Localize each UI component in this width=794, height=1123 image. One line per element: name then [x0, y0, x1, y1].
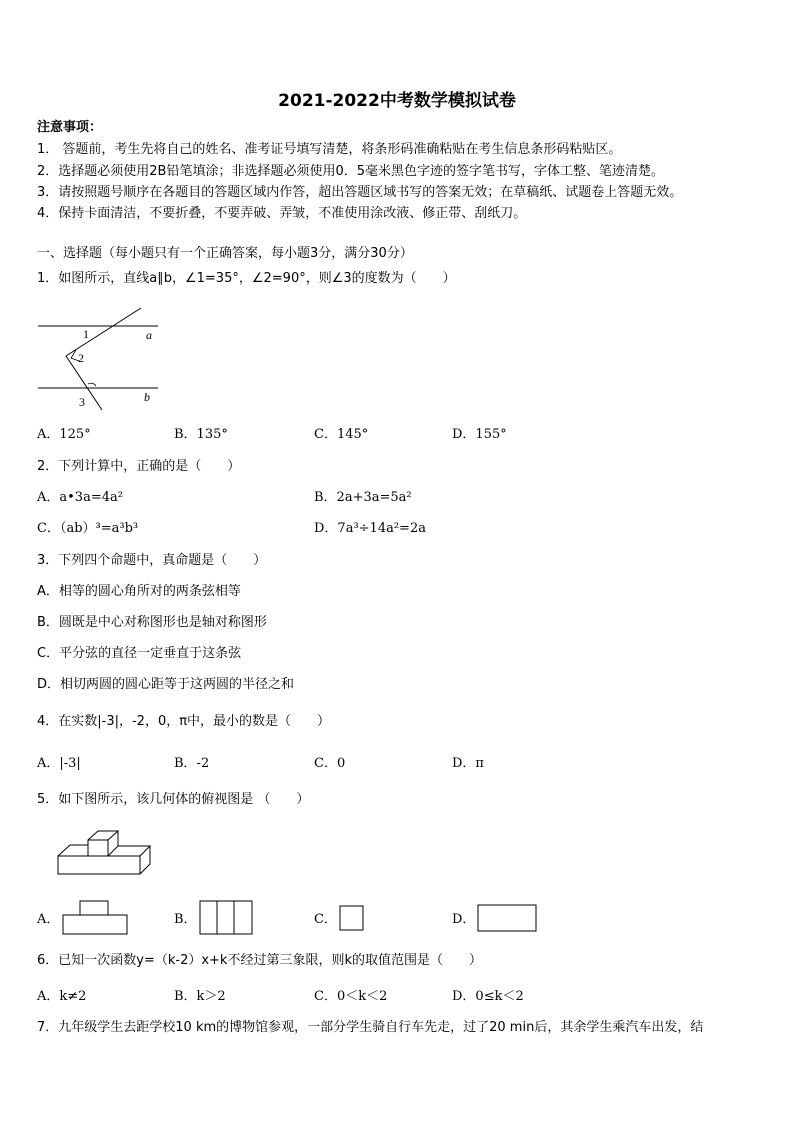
- page-title: 2021-2022中考数学模拟试卷: [278, 91, 516, 111]
- q4-option-d: D．π: [452, 756, 484, 771]
- q2-option-a: A．a•3a=4a²: [37, 490, 123, 505]
- q6-option-a: A．k≠2: [37, 989, 87, 1004]
- q1-option-c: C．145°: [314, 427, 369, 442]
- q5-option-a: A．: [37, 912, 60, 927]
- q5-option-c: C．: [314, 912, 337, 927]
- notice-item: 1． 答题前，考生先将自己的姓名、准考证号填写清楚，将条形码准确粘贴在考生信息条形码粘贴区。: [37, 142, 622, 157]
- q3-option-b: B．圆既是中心对称图形也是轴对称图形: [37, 615, 267, 630]
- q1-option-d: D．155°: [452, 427, 507, 442]
- label-1: 1: [83, 327, 89, 341]
- angle-3-arc: [88, 383, 96, 386]
- q5-option-d: D．: [452, 912, 476, 927]
- q5-option-c-figure: [339, 905, 364, 931]
- question-6-stem: 6．已知一次函数y=（k-2）x+k不经过第三象限，则k的取值范围是（ ）: [37, 953, 482, 968]
- label-a: a: [146, 328, 152, 342]
- q2-option-d: D．7a³÷14a²=2a: [314, 521, 426, 536]
- transversal-upper: [66, 308, 141, 356]
- q5-option-b-figure: [199, 900, 253, 935]
- notice-item: 4．保持卡面清洁，不要折叠，不要弄破、弄皱，不准使用涂改液、修正带、刮纸刀。: [37, 206, 527, 221]
- q4-option-b: B．-2: [174, 756, 210, 771]
- notice-heading: 注意事项：: [37, 120, 103, 135]
- q5-option-b: B．: [174, 912, 197, 927]
- label-3: 3: [79, 395, 85, 409]
- parallel-lines-figure: [36, 318, 161, 413]
- q3-option-d: D．相切两圆的圆心距等于这两圆的半径之和: [37, 677, 295, 692]
- question-3-stem: 3．下列四个命题中，真命题是（ ）: [37, 553, 267, 568]
- label-2: 2: [78, 351, 84, 365]
- q6-option-b: B．k＞2: [174, 989, 226, 1004]
- question-1-stem: 1．如图所示，直线a∥b，∠1=35°，∠2=90°，则∠3的度数为（ ）: [37, 271, 456, 286]
- question-5-stem: 5．如下图所示，该几何体的俯视图是 （ ）: [37, 792, 310, 807]
- q1-option-b: B．135°: [174, 427, 228, 442]
- q2-option-c: C．（ab）³=a³b³: [37, 521, 139, 536]
- q6-option-d: D．0≤k＜2: [452, 989, 524, 1004]
- q3-option-c: C．平分弦的直径一定垂直于这条弦: [37, 646, 242, 661]
- notice-item: 2．选择题必须使用2B铅笔填涂；非选择题必须使用0．5毫米黑色字迹的签字笔书写，字体工整、笔迹清楚。: [37, 164, 665, 179]
- q4-option-a: A．|-3|: [37, 756, 81, 771]
- question-2-stem: 2．下列计算中，正确的是（ ）: [37, 459, 241, 474]
- q1-option-a: A．125°: [37, 427, 91, 442]
- q5-option-a-figure: [62, 900, 128, 935]
- q6-option-c: C．0＜k＜2: [314, 989, 388, 1004]
- q2-option-b: B．2a+3a=5a²: [314, 490, 412, 505]
- solid-figure: [56, 828, 156, 876]
- question-7-stem: 7．九年级学生去距学校10 km的博物馆参观，一部分学生骑自行车先走，过了20 min后，其余学生乘汽车出发，结: [37, 1020, 704, 1035]
- label-b: b: [144, 390, 150, 404]
- q3-option-a: A．相等的圆心角所对的两条弦相等: [37, 584, 241, 599]
- q4-option-c: C．0: [314, 756, 346, 771]
- section-heading: 一、选择题（每小题只有一个正确答案，每小题3分，满分30分）: [37, 246, 413, 261]
- question-4-stem: 4．在实数|-3|，-2，0，π中，最小的数是（ ）: [37, 714, 331, 729]
- notice-item: 3．请按照题号顺序在各题目的答题区域内作答，超出答题区域书写的答案无效；在草稿纸、试题卷上答题无效。: [37, 185, 683, 200]
- q5-option-d-figure: [477, 904, 537, 932]
